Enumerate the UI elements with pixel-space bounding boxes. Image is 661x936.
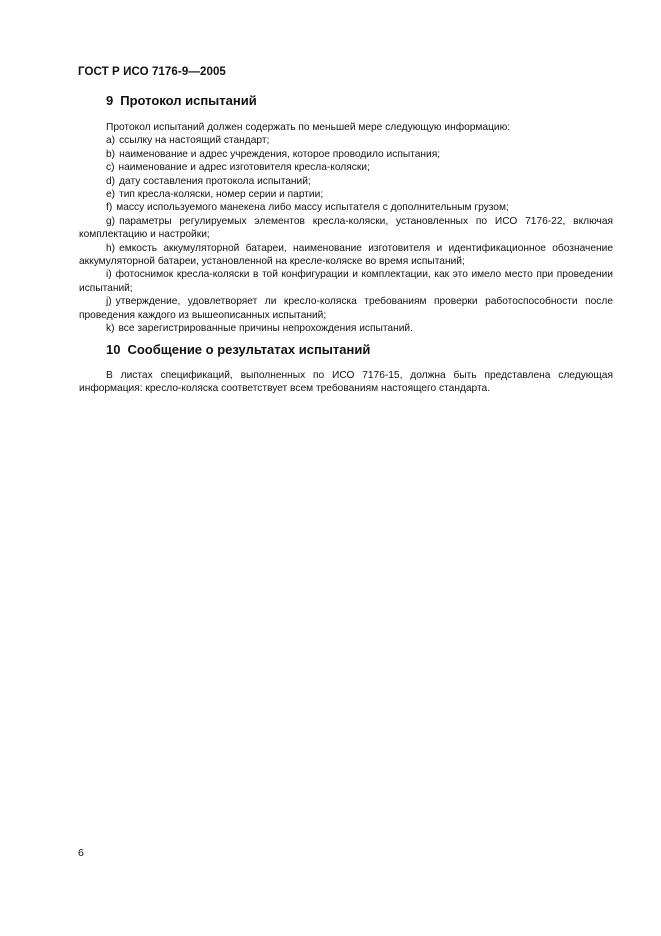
list-item-letter: i) <box>106 269 112 281</box>
list-item-text: наименование и адрес изготовителя кресла-коляски; <box>118 162 370 174</box>
section-heading-9 <box>106 93 257 108</box>
list-item <box>79 188 613 201</box>
list-item <box>79 295 613 322</box>
section-title: Сообщение о результатах испытаний <box>127 342 371 357</box>
list-item-letter: d) <box>106 175 116 187</box>
list-item-letter: e) <box>106 189 116 201</box>
list-item-text: емкость аккумуляторной батареи, наименование изготовителя и идентификационное обозначение аккумуляторной батареи, установленной на кресле-коляске во время испытаний; <box>79 242 613 268</box>
list-item-text: параметры регулируемых элементов кресла-коляски, установленных по ИСО 7176-22, включая комплектацию и настройки; <box>79 215 613 241</box>
page-number: 6 <box>78 847 84 859</box>
list-item-text: ссылку на настоящий стандарт; <box>119 135 270 147</box>
list-item-letter: j) <box>106 296 112 308</box>
list-item-letter: a) <box>106 135 116 147</box>
standard-designation: ГОСТ Р ИСО 7176-9—2005 <box>78 66 226 78</box>
list-item-text: тип кресла-коляски, номер серии и партии; <box>119 189 324 201</box>
list-item-text: дату составления протокола испытаний; <box>119 175 311 187</box>
list-item <box>79 175 613 188</box>
list-item-letter: h) <box>106 242 116 254</box>
section-intro: Протокол испытаний должен содержать по меньшей мере следующую информацию: <box>106 122 511 133</box>
list-item-text: массу используемого манекена либо массу испытателя с дополнительным грузом; <box>116 202 509 214</box>
section-body-9 <box>79 121 613 336</box>
list-item-letter: c) <box>106 162 115 174</box>
list-item-text: все зарегистрированные причины непрохождения испытаний. <box>118 323 413 335</box>
section-heading-10 <box>106 342 370 357</box>
section-title: Протокол испытаний <box>120 93 257 108</box>
list-item <box>79 148 613 161</box>
list-item <box>79 322 613 335</box>
section-number: 10 <box>106 342 121 357</box>
list-item-letter: b) <box>106 148 116 160</box>
list-item-text: наименование и адрес учреждения, которое проводило испытания; <box>119 148 441 160</box>
list-item-letter: f) <box>106 202 113 214</box>
list-item <box>79 242 613 269</box>
list-item <box>79 268 613 295</box>
list-item-letter: g) <box>106 215 116 227</box>
list-item <box>79 161 613 174</box>
list-item-text: фотоснимок кресла-коляски в той конфигурации и комплектации, как это имело место при проведении испытаний; <box>79 269 613 294</box>
list-item-text: утверждение, удовлетворяет ли кресло-коляска требованиям проверки работоспособности после проведения каждого из вышеописанных испытаний; <box>79 296 613 321</box>
list-item <box>79 134 613 147</box>
section-number: 9 <box>106 93 114 108</box>
list-item <box>79 215 613 242</box>
list-item <box>79 201 613 214</box>
section-body-10 <box>79 369 613 396</box>
section-paragraph: В листах спецификаций, выполненных по ИСО 7176-15, должна быть представлена следующая информация: кресло-коляска соответствует всем требованиям настоящего стандарта. <box>79 370 613 395</box>
list-item-letter: k) <box>106 323 115 335</box>
